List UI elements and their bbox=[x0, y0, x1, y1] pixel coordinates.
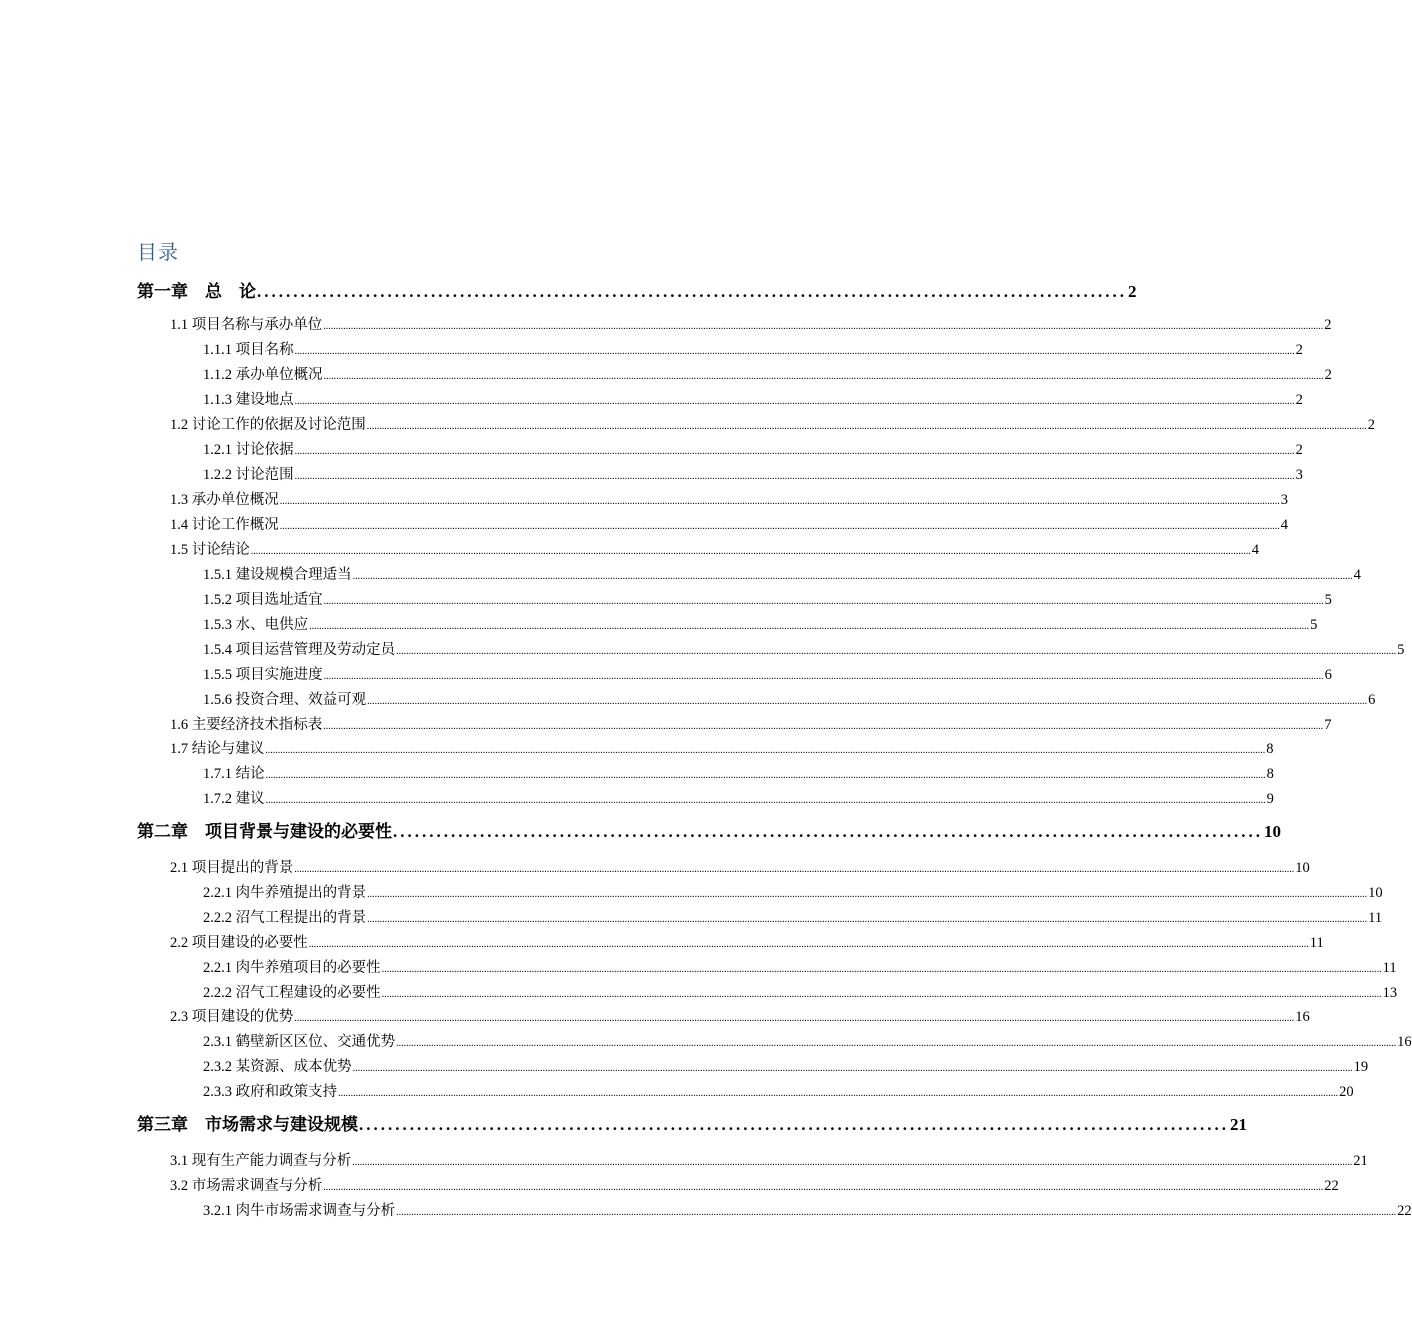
dot-leader: ................................................................................................................................................................................................................................................................................................................................................................................................................ bbox=[279, 496, 1280, 507]
toc-subsection-entry[interactable] bbox=[203, 438, 1303, 458]
dot-leader: ................................................................................................................................................................................................................................................................................................................................................................................................................ bbox=[309, 621, 1310, 632]
toc-entry-label: 2.2.1 肉牛养殖项目的必要性 bbox=[203, 959, 381, 976]
toc-section-entry[interactable] bbox=[170, 413, 1375, 433]
toc-subsection-entry[interactable] bbox=[203, 787, 1274, 807]
toc-entry-label: 1.6 主要经济技术指标表 bbox=[170, 716, 323, 733]
toc-entry-label: 1.7.1 结论 bbox=[203, 765, 265, 782]
toc-entry-label: 2.2.1 肉牛养殖提出的背景 bbox=[203, 884, 367, 901]
toc-entry-label: 1.4 讨论工作概况 bbox=[170, 516, 279, 533]
dot-leader: ................................................................................................................................................................................................................................................................................................................................................................................................................ bbox=[250, 546, 1251, 557]
toc-entry-label: 第二章 项目背景与建设的必要性 bbox=[137, 822, 392, 841]
toc-entry-page-number: 4 bbox=[1251, 541, 1259, 558]
dot-leader: ................................................................................................................................................................................................................................................................................................................................................................................................................ bbox=[338, 1088, 1339, 1099]
toc-entry-page-number: 10 bbox=[1368, 884, 1383, 901]
toc-entry-label: 1.5.3 水、电供应 bbox=[203, 616, 309, 633]
toc-entry-page-number: 4 bbox=[1353, 566, 1361, 583]
toc-entry-label: 1.1.3 建设地点 bbox=[203, 391, 294, 408]
toc-entry-page-number: 16 bbox=[1295, 1008, 1310, 1025]
toc-subsection-entry[interactable] bbox=[203, 981, 1398, 1001]
toc-section-entry[interactable] bbox=[170, 1174, 1339, 1194]
toc-entry-label: 1.2.2 讨论范围 bbox=[203, 466, 294, 483]
dot-leader: ........................................................................................................................ bbox=[257, 282, 1127, 301]
toc-subsection-entry[interactable] bbox=[203, 463, 1303, 483]
toc-entry-label: 1.1.2 承办单位概况 bbox=[203, 366, 323, 383]
toc-entry-page-number: 5 bbox=[1310, 616, 1318, 633]
toc-subsection-entry[interactable] bbox=[203, 638, 1405, 658]
toc-entry-page-number: 2 bbox=[1324, 316, 1332, 333]
dot-leader: ................................................................................................................................................................................................................................................................................................................................................................................................................ bbox=[323, 721, 1324, 732]
toc-entry-page-number: 2 bbox=[1295, 341, 1303, 358]
toc-entry-page-number: 7 bbox=[1324, 716, 1332, 733]
dot-leader: ................................................................................................................................................................................................................................................................................................................................................................................................................ bbox=[294, 864, 1295, 875]
toc-entry-page-number: 13 bbox=[1382, 984, 1398, 1001]
toc-entry-page-number: 22 bbox=[1324, 1177, 1339, 1194]
toc-subsection-entry[interactable] bbox=[203, 388, 1303, 408]
toc-entry-page-number: 4 bbox=[1280, 516, 1288, 533]
toc-entry-label: 第一章 总 论 bbox=[137, 282, 256, 301]
toc-entry-page-number: 19 bbox=[1353, 1058, 1369, 1075]
toc-subsection-entry[interactable] bbox=[203, 663, 1332, 683]
toc-entry-page-number: 8 bbox=[1266, 765, 1274, 782]
toc-entry-page-number: 3 bbox=[1280, 491, 1288, 508]
toc-subsection-entry[interactable] bbox=[203, 688, 1376, 708]
toc-subsection-entry[interactable] bbox=[203, 613, 1318, 633]
toc-subsection-entry[interactable] bbox=[203, 881, 1383, 901]
toc-section-entry[interactable] bbox=[170, 313, 1332, 333]
toc-section-entry[interactable] bbox=[170, 737, 1274, 757]
toc-entry-label: 1.3 承办单位概况 bbox=[170, 491, 279, 508]
toc-entry-label: 1.5 讨论结论 bbox=[170, 541, 250, 558]
dot-leader: ................................................................................................................................................................................................................................................................................................................................................................................................................ bbox=[265, 745, 1266, 756]
dot-leader: ................................................................................................................................................................................................................................................................................................................................................................................................................ bbox=[279, 521, 1280, 532]
toc-entry-label: 1.5.2 项目选址适宜 bbox=[203, 591, 323, 608]
toc-entry-label: 1.5.6 投资合理、效益可观 bbox=[203, 691, 367, 708]
dot-leader: ................................................................................................................................................................................................................................................................................................................................................................................................................ bbox=[265, 795, 1266, 806]
toc-entry-page-number: 5 bbox=[1324, 591, 1332, 608]
dot-leader: ................................................................................................................................................................................................................................................................................................................................................................................................................ bbox=[381, 964, 1382, 975]
toc-entry-page-number: 8 bbox=[1266, 740, 1274, 757]
dot-leader: ................................................................................................................................................................................................................................................................................................................................................................................................................ bbox=[396, 1207, 1397, 1218]
toc-section-entry[interactable] bbox=[170, 713, 1332, 733]
toc-entry-page-number: 2 bbox=[1128, 282, 1137, 301]
toc-entry-label: 2.3.3 政府和政策支持 bbox=[203, 1083, 338, 1100]
toc-subsection-entry[interactable] bbox=[203, 1055, 1369, 1075]
dot-leader: ................................................................................................................................................................................................................................................................................................................................................................................................................ bbox=[323, 671, 1324, 682]
toc-entry-page-number: 22 bbox=[1397, 1202, 1412, 1219]
toc-entry-label: 1.2.1 讨论依据 bbox=[203, 441, 294, 458]
toc-entry-page-number: 10 bbox=[1295, 859, 1310, 876]
toc-subsection-entry[interactable] bbox=[203, 906, 1383, 926]
toc-entry-label: 2.2 项目建设的必要性 bbox=[170, 934, 308, 951]
toc-section-entry[interactable] bbox=[170, 1005, 1310, 1025]
toc-entry-page-number: 6 bbox=[1324, 666, 1332, 683]
toc-entry-page-number: 11 bbox=[1368, 909, 1383, 926]
dot-leader: ................................................................................................................................................................................................................................................................................................................................................................................................................ bbox=[265, 770, 1266, 781]
toc-entry-page-number: 9 bbox=[1266, 790, 1274, 807]
toc-entry-page-number: 11 bbox=[1382, 959, 1397, 976]
dot-leader: ................................................................................................................................................................................................................................................................................................................................................................................................................ bbox=[294, 471, 1295, 482]
toc-chapter-entry[interactable] bbox=[137, 278, 1137, 301]
toc-entry-label: 2.3.2 某资源、成本优势 bbox=[203, 1058, 352, 1075]
toc-subsection-entry[interactable] bbox=[203, 1199, 1412, 1219]
toc-entry-page-number: 2 bbox=[1295, 391, 1303, 408]
toc-entry-label: 1.5.4 项目运营管理及劳动定员 bbox=[203, 641, 396, 658]
toc-title: 目录 bbox=[137, 240, 179, 264]
dot-leader: ................................................................................................................................................................................................................................................................................................................................................................................................................ bbox=[367, 696, 1368, 707]
toc-entry-label: 1.5.1 建设规模合理适当 bbox=[203, 566, 352, 583]
toc-section-entry[interactable] bbox=[170, 1149, 1368, 1169]
toc-entry-label: 2.1 项目提出的背景 bbox=[170, 859, 294, 876]
toc-entry-page-number: 2 bbox=[1324, 366, 1332, 383]
toc-entry-label: 第三章 市场需求与建设规模 bbox=[137, 1115, 358, 1134]
dot-leader: ................................................................................................................................................................................................................................................................................................................................................................................................................ bbox=[294, 396, 1295, 407]
toc-subsection-entry[interactable] bbox=[203, 338, 1303, 358]
toc-subsection-entry[interactable] bbox=[203, 762, 1274, 782]
dot-leader: ................................................................................................................................................................................................................................................................................................................................................................................................................ bbox=[366, 421, 1367, 432]
toc-chapter-entry[interactable] bbox=[137, 818, 1281, 841]
toc-section-entry[interactable] bbox=[170, 513, 1288, 533]
dot-leader: ................................................................................................................................................................................................................................................................................................................................................................................................................ bbox=[381, 989, 1382, 1000]
toc-entry-page-number: 20 bbox=[1339, 1083, 1354, 1100]
dot-leader: ................................................................................................................................................................................................................................................................................................................................................................................................................ bbox=[323, 371, 1324, 382]
toc-entry-page-number: 2 bbox=[1367, 416, 1375, 433]
toc-entry-page-number: 2 bbox=[1295, 441, 1303, 458]
toc-entry-page-number: 5 bbox=[1397, 641, 1405, 658]
toc-entry-page-number: 3 bbox=[1295, 466, 1303, 483]
dot-leader: ................................................................................................................................................................................................................................................................................................................................................................................................................ bbox=[367, 889, 1368, 900]
dot-leader: ................................................................................................................................................................................................................................................................................................................................................................................................................ bbox=[352, 1157, 1353, 1168]
toc-entry-page-number: 10 bbox=[1264, 822, 1281, 841]
dot-leader: ................................................................................................................................................................................................................................................................................................................................................................................................................ bbox=[367, 914, 1368, 925]
toc-entry-page-number: 21 bbox=[1230, 1115, 1247, 1134]
dot-leader: ................................................................................................................................................................................................................................................................................................................................................................................................................ bbox=[352, 1063, 1353, 1074]
toc-entry-label: 3.1 现有生产能力调查与分析 bbox=[170, 1152, 352, 1169]
dot-leader: ................................................................................................................................................................................................................................................................................................................................................................................................................ bbox=[323, 321, 1324, 332]
toc-section-entry[interactable] bbox=[170, 538, 1259, 558]
dot-leader: ................................................................................................................................................................................................................................................................................................................................................................................................................ bbox=[396, 646, 1397, 657]
toc-entry-label: 2.2.2 沼气工程提出的背景 bbox=[203, 909, 367, 926]
dot-leader: ................................................................................................................................................................................................................................................................................................................................................................................................................ bbox=[352, 571, 1353, 582]
toc-entry-label: 3.2.1 肉牛市场需求调查与分析 bbox=[203, 1202, 396, 1219]
toc-subsection-entry[interactable] bbox=[203, 1080, 1354, 1100]
toc-subsection-entry[interactable] bbox=[203, 588, 1332, 608]
toc-chapter-entry[interactable] bbox=[137, 1111, 1247, 1134]
toc-entry-page-number: 16 bbox=[1397, 1033, 1412, 1050]
toc-entry-label: 1.5.5 项目实施进度 bbox=[203, 666, 323, 683]
dot-leader: ................................................................................................................................................................................................................................................................................................................................................................................................................ bbox=[294, 446, 1295, 457]
toc-subsection-entry[interactable] bbox=[203, 363, 1332, 383]
dot-leader: ................................................................................................................................................................................................................................................................................................................................................................................................................ bbox=[323, 596, 1324, 607]
toc-subsection-entry[interactable] bbox=[203, 956, 1397, 976]
toc-section-entry[interactable] bbox=[170, 488, 1288, 508]
toc-entry-label: 2.2.2 沼气工程建设的必要性 bbox=[203, 984, 381, 1001]
toc-entry-label: 2.3 项目建设的优势 bbox=[170, 1008, 294, 1025]
dot-leader: ................................................................................................................................................................................................................................................................................................................................................................................................................ bbox=[323, 1182, 1324, 1193]
dot-leader: ................................................................................................................................................................................................................................................................................................................................................................................................................ bbox=[294, 346, 1295, 357]
toc-section-entry[interactable] bbox=[170, 931, 1324, 951]
toc-entry-page-number: 6 bbox=[1368, 691, 1376, 708]
toc-entry-label: 1.2 讨论工作的依据及讨论范围 bbox=[170, 416, 366, 433]
toc-entry-label: 3.2 市场需求调查与分析 bbox=[170, 1177, 323, 1194]
dot-leader: ................................................................................................................................................................................................................................................................................................................................................................................................................ bbox=[308, 939, 1309, 950]
toc-entry-label: 1.1.1 项目名称 bbox=[203, 341, 294, 358]
toc-subsection-entry[interactable] bbox=[203, 1030, 1412, 1050]
toc-entry-label: 1.7 结论与建议 bbox=[170, 740, 265, 757]
toc-entry-page-number: 11 bbox=[1309, 934, 1324, 951]
dot-leader: ................................................................................................................................................................................................................................................................................................................................................................................................................ bbox=[396, 1038, 1397, 1049]
toc-entry-label: 2.3.1 鹤壁新区区位、交通优势 bbox=[203, 1033, 396, 1050]
toc-subsection-entry[interactable] bbox=[203, 563, 1361, 583]
dot-leader: ................................................................................................................................................................................................................................................................................................................................................................................................................ bbox=[294, 1013, 1295, 1024]
toc-entry-label: 1.1 项目名称与承办单位 bbox=[170, 316, 323, 333]
toc-section-entry[interactable] bbox=[170, 856, 1310, 876]
toc-entry-label: 1.7.2 建议 bbox=[203, 790, 265, 807]
dot-leader: ........................................................................................................................ bbox=[393, 822, 1263, 841]
dot-leader: ........................................................................................................................ bbox=[359, 1115, 1229, 1134]
toc-entry-page-number: 21 bbox=[1353, 1152, 1368, 1169]
